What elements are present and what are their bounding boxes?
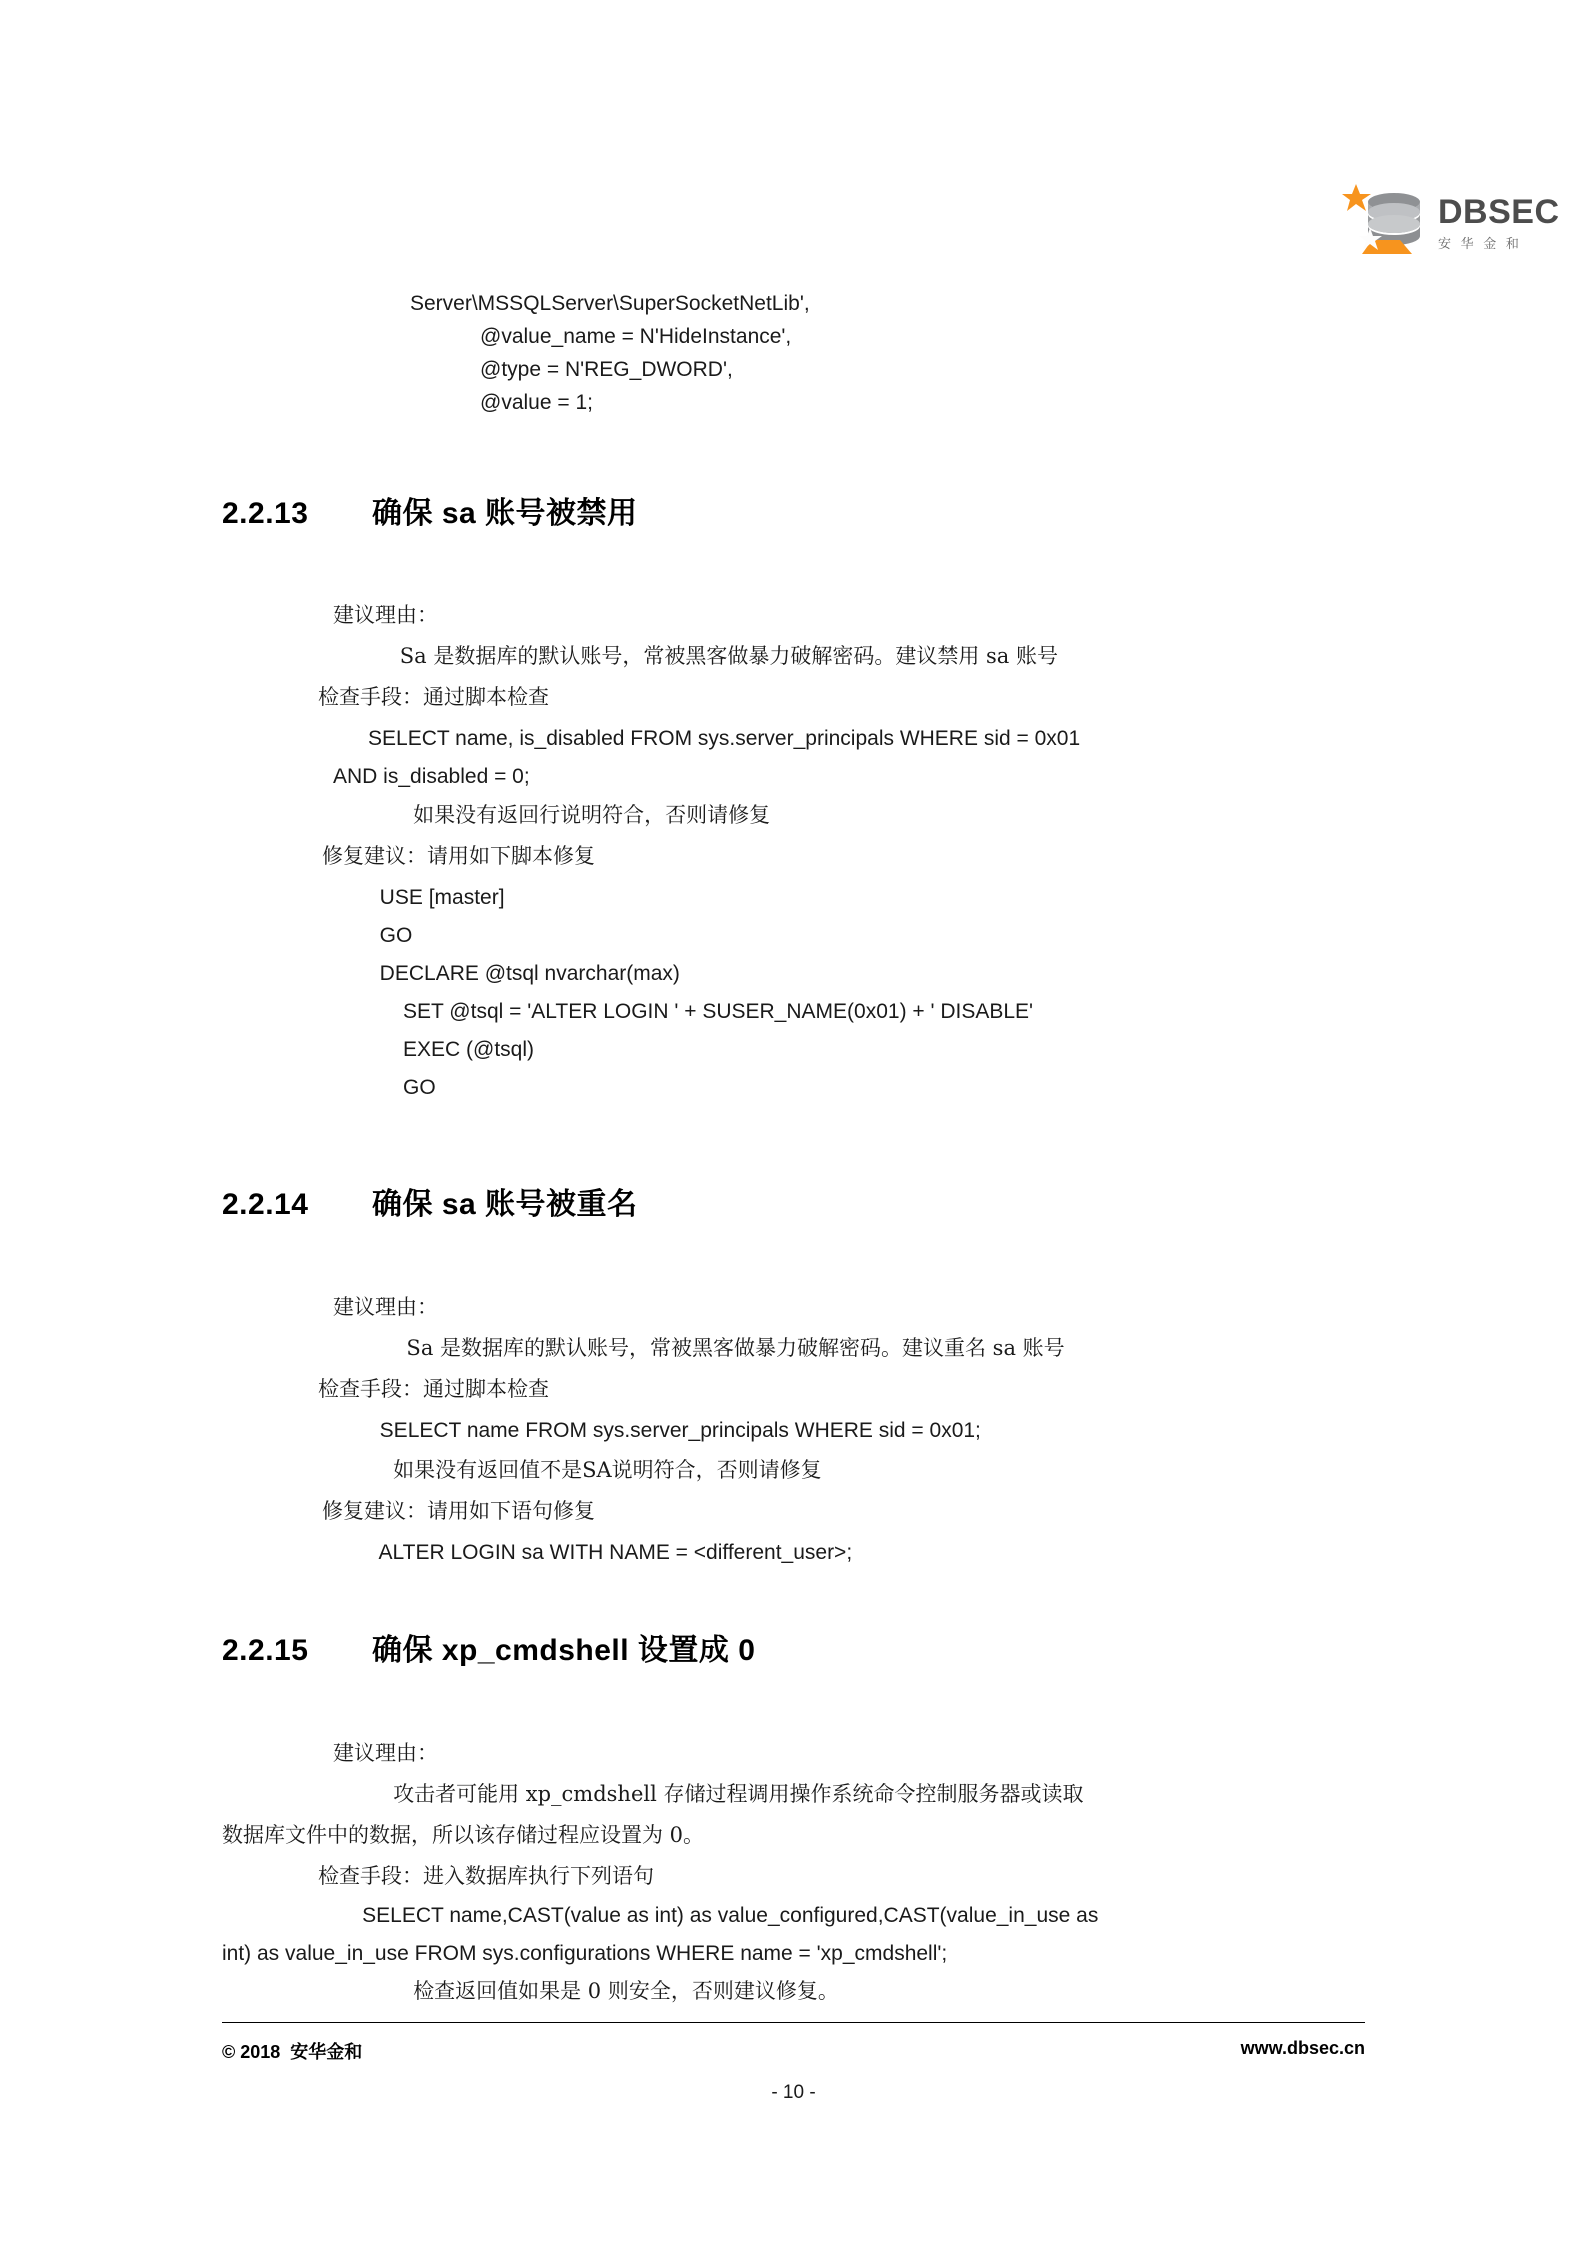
s15-line-5: SELECT name,CAST(value as int) as value_configured,CAST(value_in_use as <box>333 1904 1099 1927</box>
s15-line-4: 检查手段：进入数据库执行下列语句 <box>318 1864 654 1888</box>
s13-line-5: AND is_disabled = 0; <box>333 765 530 788</box>
s15-line-1: 建议理由： <box>333 1741 438 1765</box>
s13-line-1: 建议理由： <box>333 603 438 627</box>
heading-2-2-15-number: 2.2.15 <box>222 1634 309 1667</box>
s13-line-9: GO <box>333 924 413 947</box>
code-line-1: Server\MSSQLServer\SuperSocketNetLib', <box>410 292 810 315</box>
logo-title: DBSEC <box>1438 193 1560 231</box>
s14-line-5: 如果没有返回值不是SA说明符合，否则请修复 <box>333 1458 822 1482</box>
s13-line-8: USE [master] <box>333 886 505 909</box>
s13-line-12: EXEC (@tsql) <box>333 1038 535 1061</box>
logo-subtitle: 安 华 金 和 <box>1438 236 1522 251</box>
s14-line-3: 检查手段：通过脚本检查 <box>318 1377 549 1401</box>
footer-website: www.dbsec.cn <box>1240 2038 1365 2058</box>
s15-line-6: int) as value_in_use FROM sys.configurations WHERE name = 'xp_cmdshell'; <box>222 1942 948 1965</box>
s13-line-6: 如果没有返回行说明符合，否则请修复 <box>333 803 771 827</box>
code-line-4: @value = 1; <box>410 391 593 414</box>
s14-line-6: 修复建议：请用如下语句修复 <box>322 1499 595 1523</box>
s13-line-2: Sa 是数据库的默认账号，常被黑客做暴力破解密码。建议禁用 sa 账号 <box>333 644 1058 668</box>
s14-line-2: Sa 是数据库的默认账号，常被黑客做暴力破解密码。建议重名 sa 账号 <box>333 1336 1065 1360</box>
s13-line-11: SET @tsql = 'ALTER LOGIN ' + SUSER_NAME(0x01) + ' DISABLE' <box>333 1000 1034 1023</box>
s14-line-4: SELECT name FROM sys.server_principals WHERE sid = 0x01; <box>333 1419 981 1442</box>
s14-line-1: 建议理由： <box>333 1295 438 1319</box>
s15-line-2: 攻击者可能用 xp_cmdshell 存储过程调用操作系统命令控制服务器或读取 <box>333 1782 1084 1806</box>
logo-wordmark <box>1438 194 1560 252</box>
footer-divider <box>222 2022 1365 2023</box>
s13-line-7: 修复建议：请用如下脚本修复 <box>322 844 595 868</box>
heading-2-2-14-number: 2.2.14 <box>222 1188 309 1221</box>
s13-line-3: 检查手段：通过脚本检查 <box>318 685 549 709</box>
code-line-3: @type = N'REG_DWORD', <box>410 358 733 381</box>
s13-line-10: DECLARE @tsql nvarchar(max) <box>333 962 680 985</box>
dbsec-logo <box>1342 178 1587 263</box>
code-line-2: @value_name = N'HideInstance', <box>410 325 792 348</box>
s13-line-13: GO <box>333 1076 436 1099</box>
s13-line-4: SELECT name, is_disabled FROM sys.server_principals WHERE sid = 0x01 <box>333 727 1081 750</box>
heading-2-2-14-title: 确保 sa 账号被重名 <box>372 1188 638 1221</box>
heading-2-2-13-title: 确保 sa 账号被禁用 <box>372 497 638 530</box>
s15-line-7: 检查返回值如果是 0 则安全，否则建议修复。 <box>333 1979 839 2003</box>
database-star-icon <box>1342 180 1432 258</box>
heading-2-2-15-title: 确保 xp_cmdshell 设置成 0 <box>372 1634 756 1667</box>
heading-2-2-13-number: 2.2.13 <box>222 497 309 530</box>
page-number: - 10 - <box>771 2082 816 2103</box>
s15-line-3: 数据库文件中的数据，所以该存储过程应设置为 0。 <box>222 1823 705 1847</box>
s14-line-7: ALTER LOGIN sa WITH NAME = <different_user>; <box>333 1541 853 1564</box>
footer-copyright: © 2018 安华金和 <box>222 2042 363 2062</box>
